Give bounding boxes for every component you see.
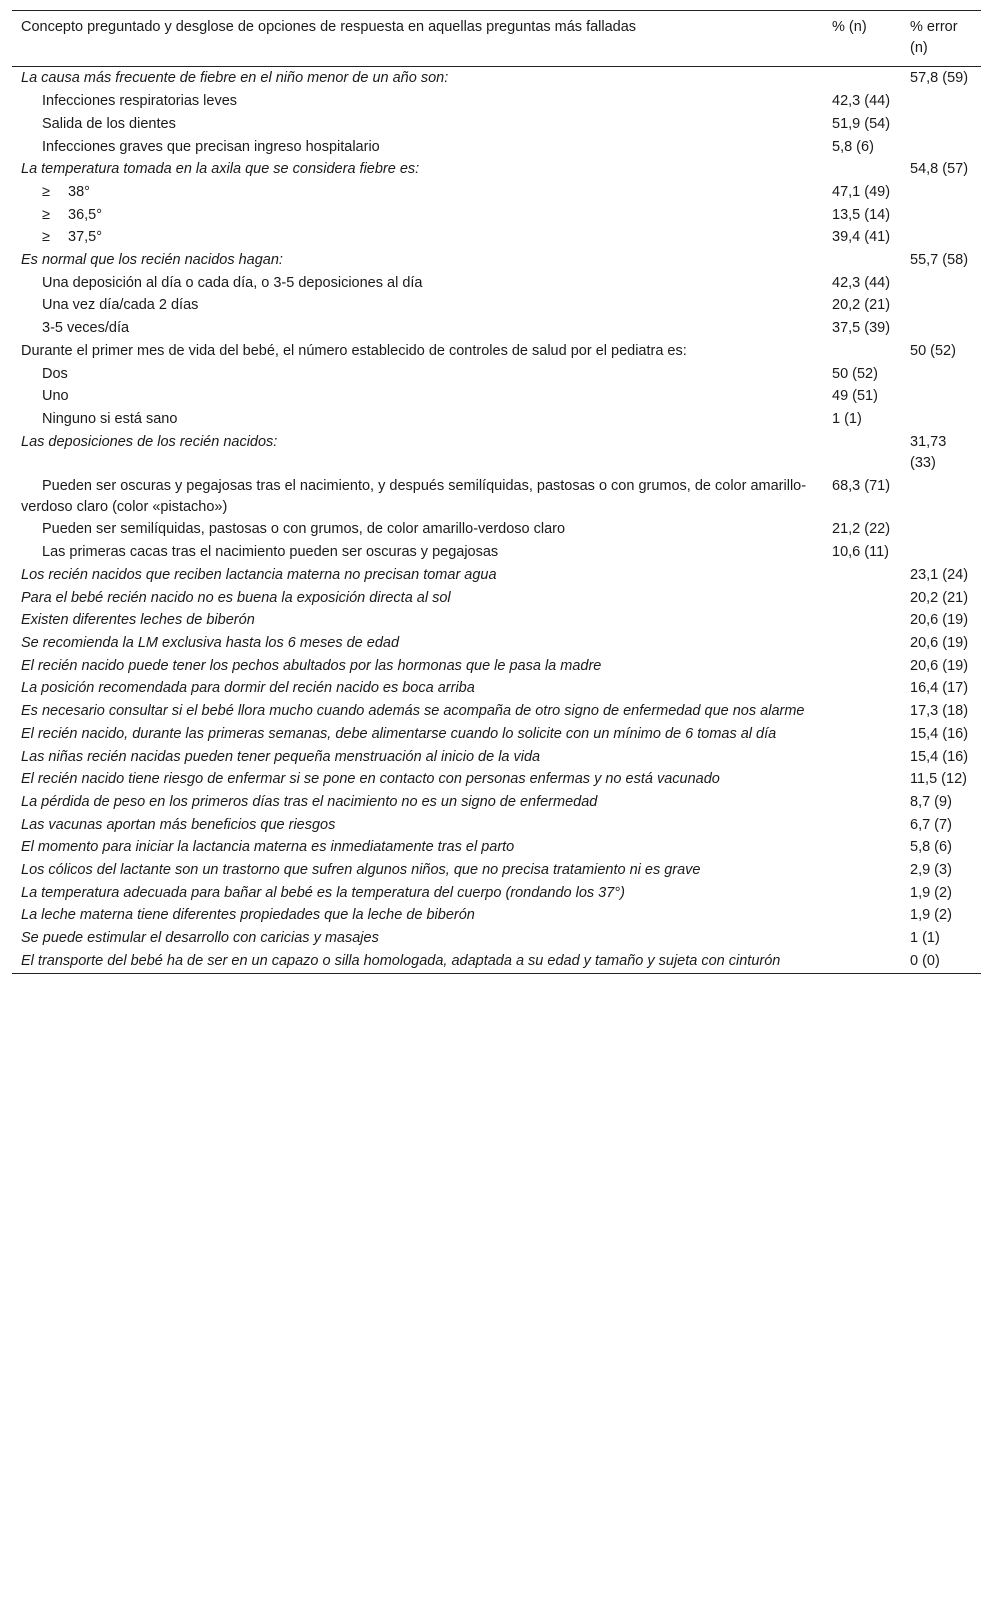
percent-cell: 37,5 (39) [832,320,891,337]
question-row [12,564,981,587]
option-text: Una vez día/cada 2 días [42,297,199,314]
option-text: Ninguno si está sano [42,410,178,427]
percent-cell [823,768,901,791]
option-text: Infecciones respiratorias leves [42,93,238,110]
percent-cell [823,791,901,814]
percent-cell [823,632,901,655]
question-text: La temperatura tomada en la axila que se considera fiebre es: [21,161,420,178]
header-concept: Concepto preguntado y desglose de opciones de respuesta en aquellas preguntas más falladas [21,19,637,35]
error-cell: 20,6 (19) [910,657,969,674]
option-text: 3-5 veces/día [42,320,130,337]
percent-cell: 68,3 (71) [832,477,891,494]
error-cell [901,113,981,136]
question-row [12,677,981,700]
percent-cell [823,904,901,927]
question-row [12,431,981,475]
question-row [12,158,981,181]
error-cell: 15,4 (16) [910,725,969,742]
error-cell [901,408,981,431]
question-text: Es necesario consultar si el bebé llora mucho cuando además se acompaña de otro signo de enfermedad que nos alarme [21,703,805,720]
error-cell [901,294,981,317]
error-cell: 31,73 (33) [910,433,947,471]
question-row [12,927,981,950]
header-error: % error (n) [910,19,958,57]
option-row [12,204,981,227]
question-row [12,768,981,791]
question-text: Los cólicos del lactante son un trastorno que sufren algunos niños, que no precisa tratamiento ni es grave [21,862,701,879]
error-cell: 5,8 (6) [910,839,952,856]
percent-cell: 20,2 (21) [832,297,891,314]
question-row [12,723,981,746]
question-text: Las deposiciones de los recién nacidos: [21,433,278,450]
question-text: Existen diferentes leches de biberón [21,612,255,629]
question-row [12,67,981,90]
question-text: El recién nacido, durante las primeras semanas, debe alimentarse cuando lo solicite con un mínimo de 6 tomas al día [21,725,777,742]
question-text: El recién nacido puede tener los pechos abultados por las hormonas que le pasa la madre [21,657,602,674]
percent-cell: 39,4 (41) [832,229,891,246]
percent-cell [823,587,901,610]
option-text [12,226,823,249]
percent-cell: 13,5 (14) [832,206,891,223]
option-row [12,181,981,204]
percent-cell [823,746,901,769]
question-text: La leche materna tiene diferentes propiedades que la leche de biberón [21,907,475,924]
error-cell [901,272,981,295]
option-text: Pueden ser oscuras y pegajosas tras el nacimiento, y después semilíquidas, pastosas o con grumos, de color amarillo-verdoso claro (color «pistacho») [21,477,807,515]
question-row [12,791,981,814]
question-row [12,632,981,655]
error-cell [901,204,981,227]
results-table [12,10,981,974]
error-cell: 17,3 (18) [910,703,969,720]
question-text: Se recomienda la LM exclusiva hasta los 6 meses de edad [21,634,400,651]
error-cell: 8,7 (9) [910,793,952,810]
error-cell: 15,4 (16) [910,748,969,765]
option-text [12,181,823,204]
question-text: Durante el primer mes de vida del bebé, el número establecido de controles de salud por el pediatra es: [21,342,687,359]
percent-cell [823,158,901,181]
question-row [12,882,981,905]
question-row [12,950,981,973]
error-cell [901,541,981,564]
option-label: 38° [68,183,90,200]
question-row [12,609,981,632]
error-cell [901,226,981,249]
option-row [12,113,981,136]
option-text: Infecciones graves que precisan ingreso hospitalario [42,138,380,155]
prefix-symbol: ≥ [42,229,50,246]
percent-cell [823,431,901,475]
error-cell: 6,7 (7) [910,816,952,833]
table-body [12,67,981,973]
error-cell: 16,4 (17) [910,680,969,697]
percent-cell: 50 (52) [832,365,878,382]
percent-cell [823,723,901,746]
question-text: El transporte del bebé ha de ser en un capazo o silla homologada, adaptada a su edad y tamaño y sujeta con cinturón [21,952,781,969]
error-cell: 23,1 (24) [910,566,969,583]
option-row [12,408,981,431]
percent-cell [823,655,901,678]
percent-cell [823,859,901,882]
option-text: Pueden ser semilíquidas, pastosas o con grumos, de color amarillo-verdoso claro [42,521,566,538]
percent-cell: 42,3 (44) [832,274,891,291]
option-text: Uno [42,388,69,405]
question-row [12,249,981,272]
error-cell: 20,6 (19) [910,612,969,629]
percent-cell [823,950,901,973]
question-text: El recién nacido tiene riesgo de enfermar si se pone en contacto con personas enfermas y no está vacunado [21,771,720,788]
question-text: Es normal que los recién nacidos hagan: [21,252,283,269]
option-label: 37,5° [68,229,103,246]
question-text: La pérdida de peso en los primeros días tras el nacimiento no es un signo de enfermedad [21,793,598,810]
question-text: La causa más frecuente de fiebre en el niño menor de un año son: [21,70,449,87]
percent-cell: 51,9 (54) [832,115,891,132]
error-cell [901,363,981,386]
option-row [12,363,981,386]
option-text [12,204,823,227]
option-label: 36,5° [68,206,103,223]
percent-cell [823,564,901,587]
error-cell [901,317,981,340]
table-header [12,11,981,67]
percent-cell [823,927,901,950]
error-cell [901,518,981,541]
question-text: La temperatura adecuada para bañar al bebé es la temperatura del cuerpo (rondando los 37°) [21,884,625,901]
error-cell: 20,2 (21) [910,589,969,606]
percent-cell: 47,1 (49) [832,183,891,200]
percent-cell [823,340,901,363]
question-row [12,746,981,769]
error-cell [901,136,981,159]
percent-cell: 21,2 (22) [832,521,891,538]
error-cell [901,475,981,519]
question-text: Los recién nacidos que reciben lactancia materna no precisan tomar agua [21,566,497,583]
question-row [12,836,981,859]
option-row [12,541,981,564]
option-row [12,136,981,159]
question-row [12,904,981,927]
option-row [12,226,981,249]
header-row [12,11,981,67]
option-text: Dos [42,365,68,382]
percent-cell: 10,6 (11) [832,544,889,561]
question-row [12,340,981,363]
question-row [12,587,981,610]
percent-cell [823,814,901,837]
percent-cell: 42,3 (44) [832,93,891,110]
question-text: Las vacunas aportan más beneficios que riesgos [21,816,336,833]
question-row [12,655,981,678]
error-cell [901,181,981,204]
error-cell: 50 (52) [910,342,956,359]
question-text: Se puede estimular el desarrollo con caricias y masajes [21,930,379,947]
error-cell: 57,8 (59) [910,70,969,87]
question-text: La posición recomendada para dormir del recién nacido es boca arriba [21,680,475,697]
percent-cell [823,677,901,700]
percent-cell: 1 (1) [832,410,862,427]
header-percent: % (n) [832,19,867,35]
option-row [12,294,981,317]
question-row [12,814,981,837]
option-text: Las primeras cacas tras el nacimiento pueden ser oscuras y pegajosas [42,544,499,561]
percent-cell [823,249,901,272]
error-cell: 1 (1) [910,930,940,947]
percent-cell [823,609,901,632]
question-row [12,859,981,882]
percent-cell [823,836,901,859]
option-row [12,90,981,113]
percent-cell: 5,8 (6) [832,138,874,155]
error-cell: 0 (0) [910,952,940,969]
percent-cell: 49 (51) [832,388,878,405]
option-row [12,385,981,408]
option-row [12,475,981,519]
percent-cell [823,67,901,90]
error-cell: 11,5 (12) [910,771,967,788]
error-cell: 1,9 (2) [910,884,952,901]
error-cell [901,385,981,408]
error-cell: 2,9 (3) [910,862,952,879]
prefix-symbol: ≥ [42,206,50,223]
error-cell: 20,6 (19) [910,634,969,651]
option-text: Salida de los dientes [42,115,176,132]
option-row [12,317,981,340]
prefix-symbol: ≥ [42,183,50,200]
error-cell: 1,9 (2) [910,907,952,924]
error-cell: 55,7 (58) [910,252,969,269]
question-text: Las niñas recién nacidas pueden tener pequeña menstruación al inicio de la vida [21,748,541,765]
question-row [12,700,981,723]
option-row [12,272,981,295]
question-text: Para el bebé recién nacido no es buena la exposición directa al sol [21,589,451,606]
option-row [12,518,981,541]
error-cell: 54,8 (57) [910,161,969,178]
question-text: El momento para iniciar la lactancia materna es inmediatamente tras el parto [21,839,515,856]
percent-cell [823,700,901,723]
option-text: Una deposición al día o cada día, o 3-5 deposiciones al día [42,274,423,291]
error-cell [901,90,981,113]
percent-cell [823,882,901,905]
